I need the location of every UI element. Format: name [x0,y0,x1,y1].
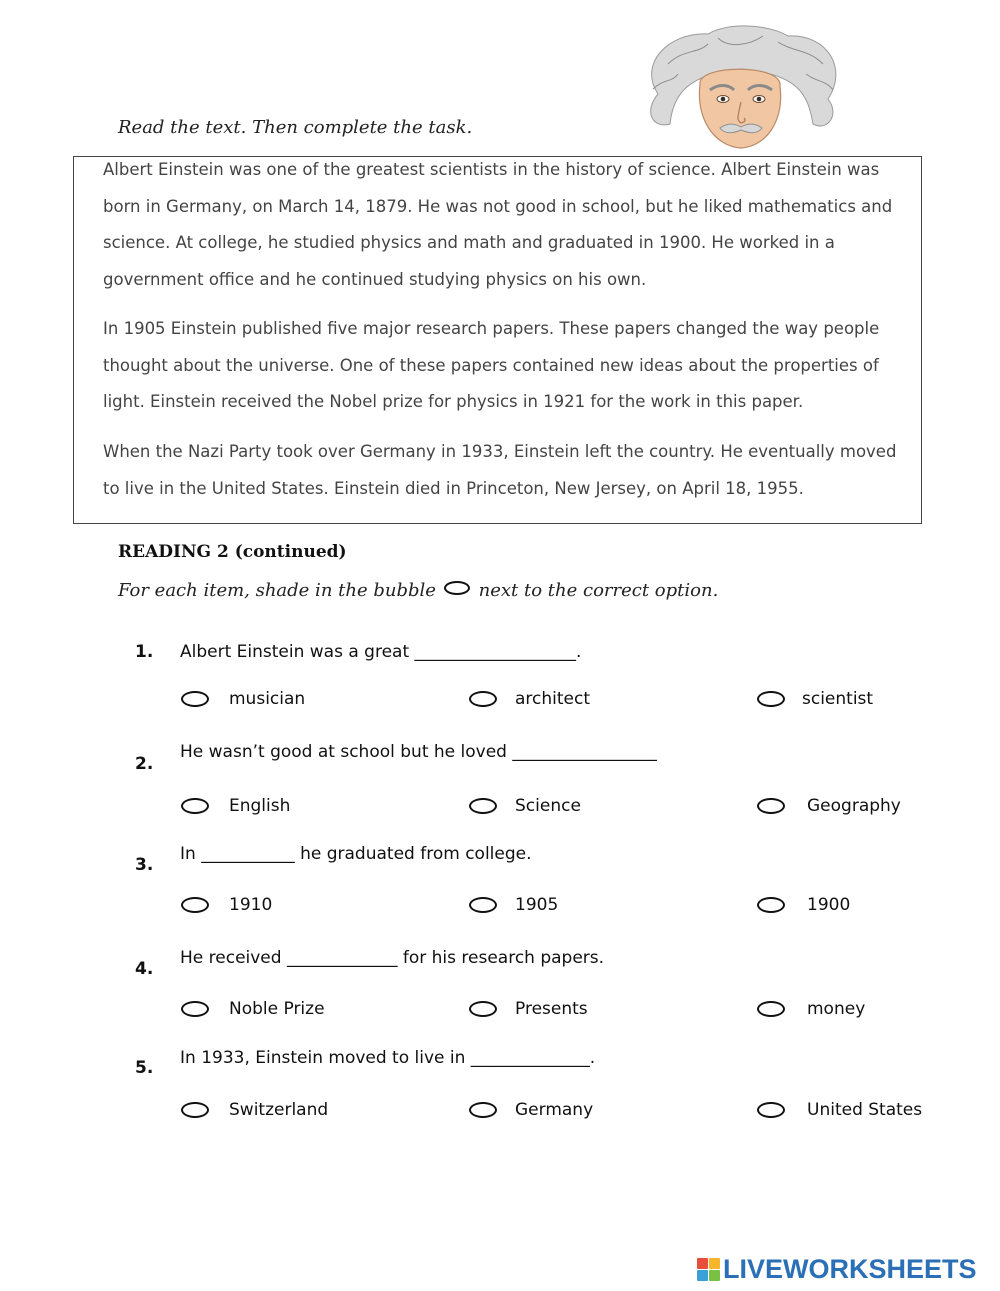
logo-text: LIVEWORKSHEETS [723,1253,977,1284]
bubble-icon[interactable] [469,1001,497,1017]
option-label: 1905 [515,895,559,915]
question-number: 5. [135,1058,154,1078]
question-number: 1. [135,642,154,662]
option-musician[interactable] [181,688,305,710]
option-label: musician [229,689,306,709]
bubble-icon[interactable] [181,1001,209,1017]
logo-block [709,1270,720,1281]
bubble-icon[interactable] [181,798,209,814]
option-label: Switzerland [229,1100,329,1120]
logo-blocks-icon [697,1258,720,1281]
option-label: scientist [802,689,874,709]
option-1905[interactable] [469,894,558,916]
option-label: architect [515,689,591,709]
logo-block [697,1270,708,1281]
option-label: Noble Prize [229,999,325,1019]
bubble-icon[interactable] [757,1102,785,1118]
question-number: 3. [135,855,154,875]
task-instruction: Read the text. Then complete the task. [118,117,473,138]
option-architect[interactable] [469,688,590,710]
bubble-icon[interactable] [757,897,785,913]
option-united-states[interactable] [757,1099,922,1121]
bubble-icon[interactable] [181,691,209,707]
bubble-icon[interactable] [469,1102,497,1118]
question-text: He wasn’t good at school but he loved _________________ [180,742,657,762]
option-english[interactable] [181,795,290,817]
option-label: 1910 [229,895,273,915]
instruction-text-after: next to the correct option. [478,580,719,601]
bubble-icon[interactable] [469,798,497,814]
option-germany[interactable] [469,1099,593,1121]
bubble-icon[interactable] [757,798,785,814]
bubble-icon[interactable] [181,1102,209,1118]
option-label: Science [515,796,581,816]
option-switzerland[interactable] [181,1099,328,1121]
bubble-icon [444,581,470,595]
passage-paragraph-1: Albert Einstein was one of the greatest scientists in the history of science. Albert Einstein was born in Germany, on March 14, 1879. He was not good in school, but he liked mathematics and science. At college, he studied physics and math and graduated in 1900. He worked in a government office and he continued studying physics on his own. [103,160,893,289]
section-instruction [118,580,718,601]
option-label: 1900 [807,895,851,915]
option-1900[interactable] [757,894,850,916]
option-science[interactable] [469,795,581,817]
passage-paragraph-2: In 1905 Einstein published five major research papers. These papers changed the way people thought about the universe. One of these papers contained new ideas about the properties of light. Einstein received the Nobel prize for physics in 1921 for the work in this paper. [103,319,880,411]
liveworksheets-logo [697,1252,977,1286]
option-money[interactable] [757,998,865,1020]
section-title: READING 2 (continued) [118,542,347,562]
logo-block [709,1258,720,1269]
logo-block [697,1258,708,1269]
option-geography[interactable] [757,795,901,817]
option-label: Germany [515,1100,594,1120]
option-scientist[interactable] [757,688,873,710]
option-label: Presents [515,999,588,1019]
question-number: 2. [135,754,154,774]
question-text: In 1933, Einstein moved to live in ______________. [180,1048,596,1068]
option-label: United States [807,1100,923,1120]
bubble-icon[interactable] [757,1001,785,1017]
bubble-icon[interactable] [469,691,497,707]
reading-passage-box [73,156,922,524]
bubble-icon[interactable] [757,691,785,707]
question-number: 4. [135,959,154,979]
option-label: Geography [807,796,901,816]
question-text: Albert Einstein was a great ___________________. [180,642,582,662]
option-label: money [807,999,866,1019]
option-1910[interactable] [181,894,272,916]
option-noble-prize[interactable] [181,998,325,1020]
option-label: English [229,796,291,816]
einstein-portrait [628,24,854,152]
instruction-text-before: For each item, shade in the bubble [118,580,436,601]
bubble-icon[interactable] [469,897,497,913]
bubble-icon[interactable] [181,897,209,913]
question-text: In ___________ he graduated from college. [180,844,532,864]
option-presents[interactable] [469,998,588,1020]
passage-paragraph-3: When the Nazi Party took over Germany in 1933, Einstein left the country. He eventually moved to live in the United States. Einstein died in Princeton, New Jersey, on April 18, 1955. [103,442,897,498]
question-text: He received _____________ for his research papers. [180,948,605,968]
